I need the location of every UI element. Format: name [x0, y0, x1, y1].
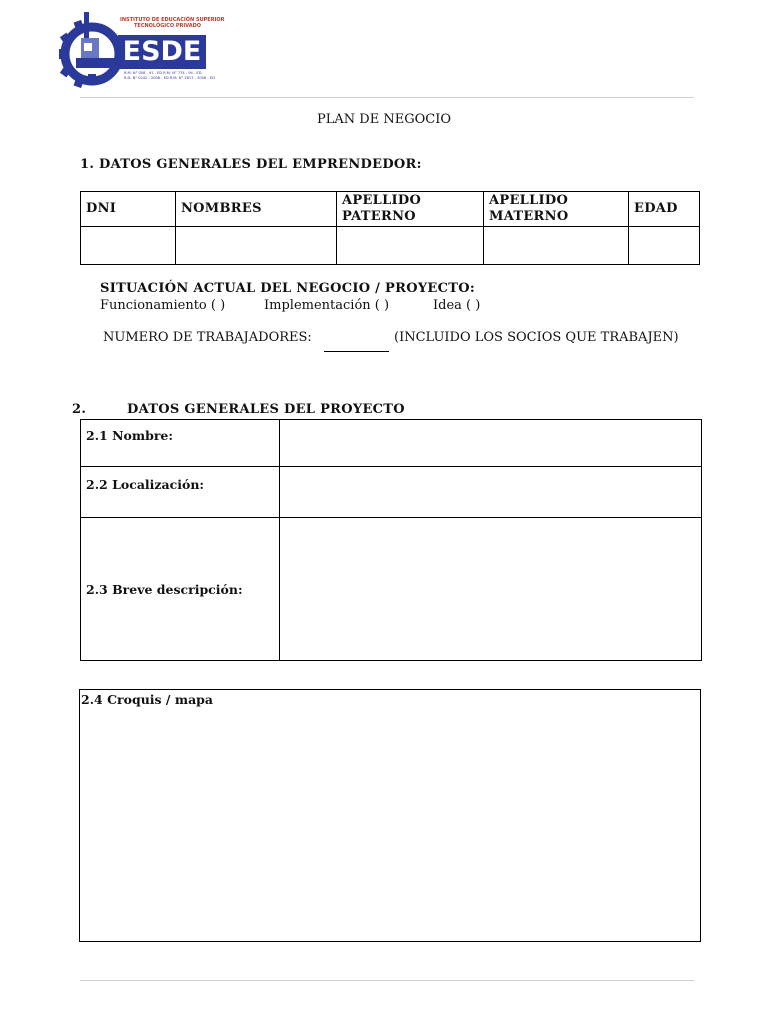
section-2-title: DATOS GENERALES DEL PROYECTO [127, 402, 405, 417]
logo-reg-2: R.D. N° 0242 - 2006 - ED R.M. N° 2817 - 2008 - ED [124, 76, 215, 80]
header-apellido-materno: APELLIDO MATERNO [484, 192, 629, 227]
section-2-number: 2. [72, 402, 87, 417]
status-option-idea[interactable]: Idea ( ) [433, 298, 481, 313]
row-label-descripcion: 2.3 Breve descripción: [81, 518, 280, 661]
project-name-field[interactable] [280, 420, 702, 467]
map-label: 2.4 Croquis / mapa [81, 692, 214, 707]
logo-line-2: TECNOLÓGICO PRIVADO [134, 23, 201, 29]
apellido-materno-field[interactable] [484, 227, 629, 265]
dni-field[interactable] [81, 227, 176, 265]
institution-logo [54, 8, 225, 88]
footer-divider [80, 980, 694, 981]
header-dni: DNI [81, 192, 176, 227]
header-edad: EDAD [629, 192, 700, 227]
apellido-paterno-field[interactable] [337, 227, 484, 265]
row-label-localizacion: 2.2 Localización: [81, 467, 280, 518]
gear-tower-icon [54, 8, 124, 88]
logo-wordmark: ESDE [118, 35, 206, 69]
section-1-title: DATOS GENERALES DEL EMPRENDEDOR: [99, 157, 422, 172]
map-box[interactable] [79, 689, 701, 942]
nombres-field[interactable] [176, 227, 337, 265]
edad-field[interactable] [629, 227, 700, 265]
header-apellido-paterno: APELLIDO PATERNO [337, 192, 484, 227]
workers-note: (INCLUIDO LOS SOCIOS QUE TRABAJEN) [394, 330, 679, 345]
project-location-field[interactable] [280, 467, 702, 518]
header-divider [80, 97, 694, 98]
header-nombres: NOMBRES [176, 192, 337, 227]
workers-label: NUMERO DE TRABAJADORES: [103, 330, 312, 345]
status-title: SITUACIÓN ACTUAL DEL NEGOCIO / PROYECTO: [100, 281, 475, 296]
status-option-funcionamiento[interactable]: Funcionamiento ( ) [100, 298, 226, 313]
status-option-implementacion[interactable]: Implementación ( ) [264, 298, 390, 313]
workers-input-line[interactable] [324, 351, 389, 352]
project-table [80, 419, 702, 661]
entrepreneur-table [80, 191, 700, 265]
section-1-number: 1. [80, 157, 95, 172]
row-label-nombre: 2.1 Nombre: [81, 420, 280, 467]
logo-line-1: INSTITUTO DE EDUCACIÓN SUPERIOR [120, 17, 225, 23]
project-description-field[interactable] [280, 518, 702, 661]
page-title: PLAN DE NEGOCIO [317, 112, 451, 127]
logo-reg-1: R.M. N° 058 - 91 - ED R.M. N° 774 - 94 - ED [124, 71, 202, 75]
